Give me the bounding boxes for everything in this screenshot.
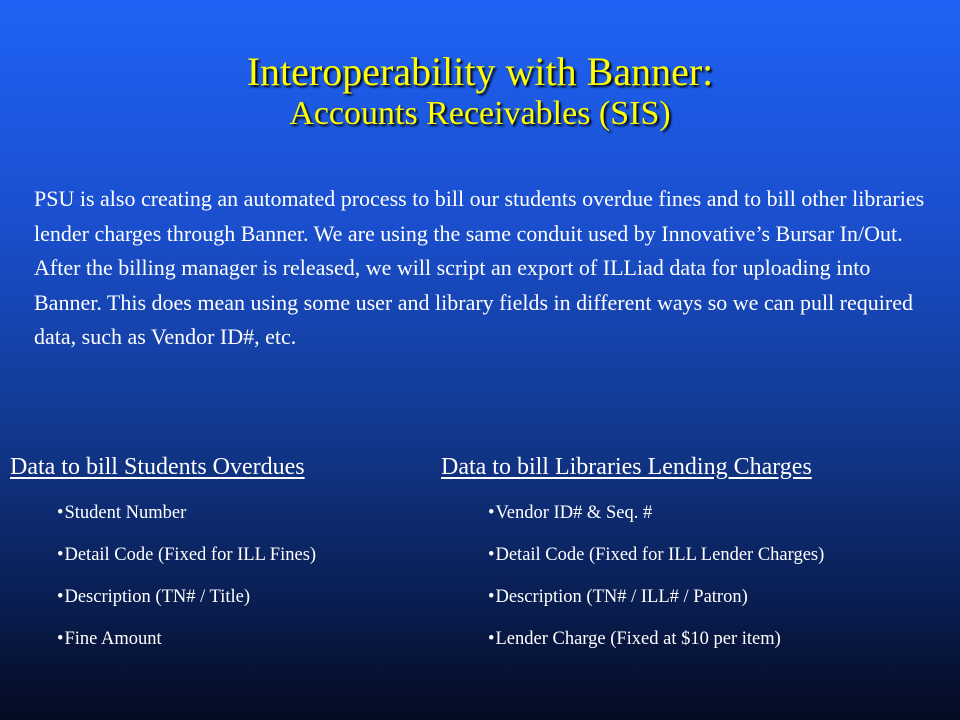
bullet-icon: • (57, 503, 64, 523)
bullet-icon: • (57, 545, 64, 565)
list-item-text: Detail Code (Fixed for ILL Fines) (64, 545, 317, 565)
students-overdues-list (10, 503, 430, 650)
libraries-lending-list (441, 503, 951, 650)
list-item-text: Lender Charge (Fixed at $10 per item) (495, 629, 781, 649)
list-item-text: Student Number (64, 503, 187, 523)
list-item-text: Description (TN# / Title) (64, 587, 250, 607)
bullet-icon: • (488, 587, 495, 607)
list-item-text: Fine Amount (64, 629, 162, 649)
list-item-text: Vendor ID# & Seq. # (495, 503, 653, 523)
bullet-icon: • (488, 503, 495, 523)
list-item-text: Detail Code (Fixed for ILL Lender Charges) (495, 545, 825, 565)
list-item (57, 503, 430, 524)
list-item (488, 629, 951, 650)
bullet-icon: • (488, 545, 495, 565)
slide-title-block (0, 50, 960, 134)
list-item (57, 587, 430, 608)
libraries-lending-column (441, 452, 951, 650)
list-item (488, 545, 951, 566)
list-item (488, 587, 951, 608)
body-paragraph: PSU is also creating an automated process to bill our students overdue fines and to bill other libraries lender charges through Banner. We are using the same conduit used by Innovative’s Bursar In/Out. After the billing manager is released, we will script an export of ILLiad data for uploading into Banner. This does mean using some user and library fields in different ways so we can pull required data, such as Vendor ID#, etc. (34, 186, 925, 349)
list-item (57, 629, 430, 650)
bullet-icon: • (57, 629, 64, 649)
bullet-icon: • (488, 629, 495, 649)
students-overdues-column (10, 452, 430, 650)
slide-subtitle: Accounts Receivables (SIS) (289, 95, 671, 132)
bullet-icon: • (57, 587, 64, 607)
students-overdues-heading: Data to bill Students Overdues (10, 454, 305, 480)
list-item (488, 503, 951, 524)
libraries-lending-heading: Data to bill Libraries Lending Charges (441, 454, 812, 480)
list-item-text: Description (TN# / ILL# / Patron) (495, 587, 748, 607)
slide-title: Interoperability with Banner: (246, 49, 714, 94)
list-item (57, 545, 430, 566)
